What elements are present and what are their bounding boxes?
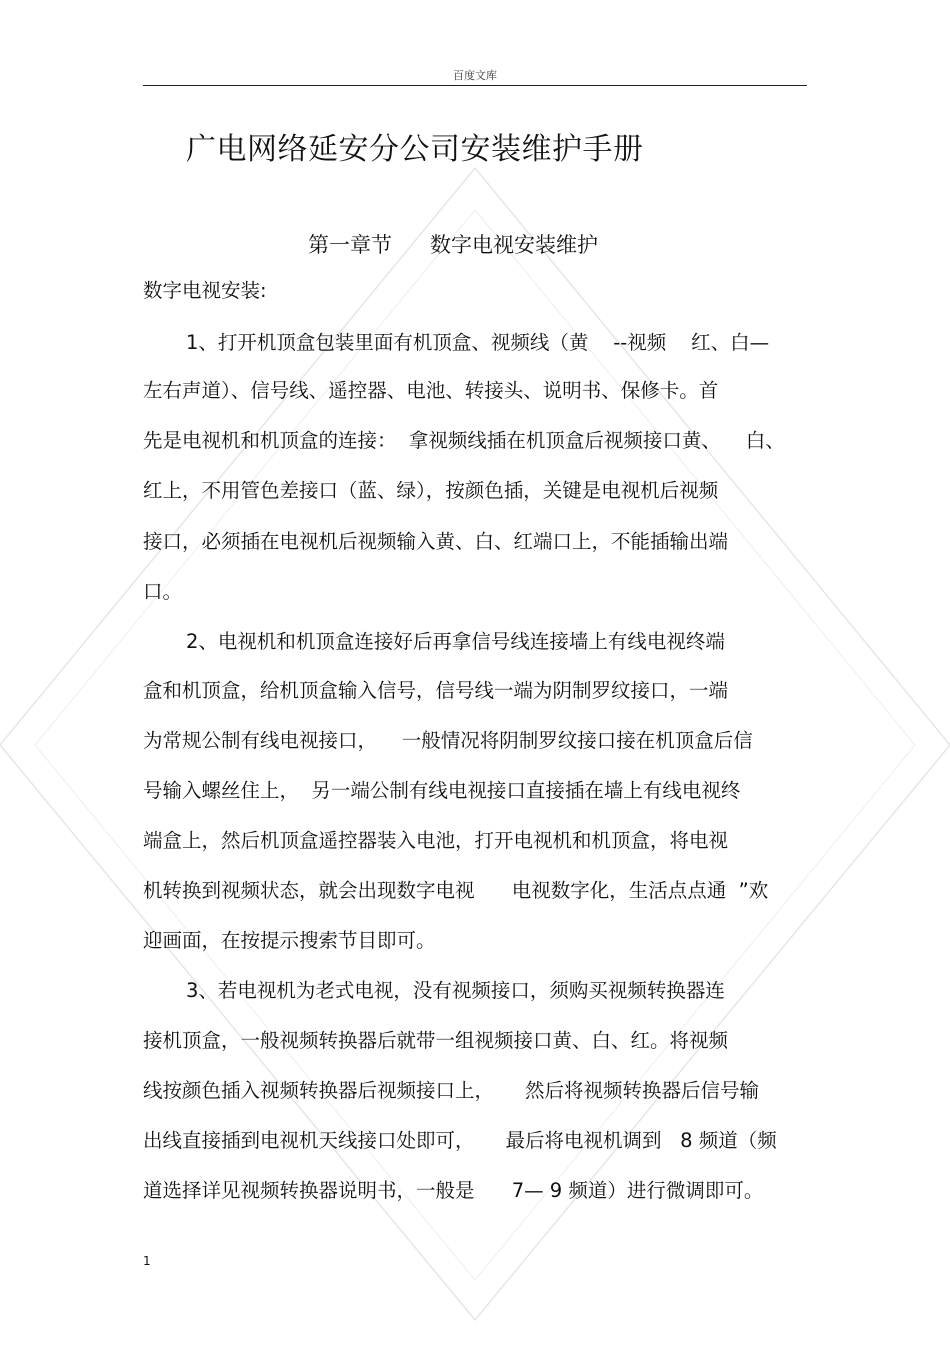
section-label: 数字电视安装: — [143, 279, 267, 302]
body-line: 2、电视机和机顶盒连接好后再拿信号线连接墙上有线电视终端 — [186, 630, 725, 653]
body-line: 左右声道）、信号线、遥控器、电池、转接头、说明书、保修卡。首 — [143, 379, 719, 402]
body-line: 3、若电视机为老式电视，没有视频接口，须购买视频转换器连 — [186, 979, 725, 1002]
body-line: 1、打开机顶盒包装里面有机顶盒、视频线（黄 --视频 红、白— — [186, 331, 770, 354]
body-line: 红上，不用管色差接口（蓝、绿），按颜色插，关键是电视机后视频 — [143, 479, 719, 502]
body-line: 道选择详见视频转换器说明书，一般是 7— 9 频道）进行微调即可。 — [143, 1179, 764, 1202]
body-line: 机转换到视频状态，就会出现数字电视 电视数字化，生活点点通 ”欢 — [143, 879, 769, 902]
body-line: 接机顶盒，一般视频转换器后就带一组视频接口黄、白、红。将视频 — [143, 1029, 729, 1052]
body-line: 口。 — [143, 580, 183, 603]
body-line: 盒和机顶盒，给机顶盒输入信号，信号线一端为阴制罗纹接口，一端 — [143, 679, 729, 702]
chapter-heading — [308, 229, 598, 259]
chapter-name: 数字电视安装维护 — [430, 233, 598, 257]
page-number: 1 — [143, 1254, 151, 1268]
body-line: 接口，必须插在电视机后视频输入黄、白、红端口上，不能插输出端 — [143, 530, 729, 553]
body-line: 端盒上，然后机顶盒遥控器装入电池，打开电视机和机顶盒，将电视 — [143, 829, 729, 852]
body-line: 出线直接插到电视机天线接口处即可， 最后将电视机调到 8 频道（频 — [143, 1129, 777, 1152]
header-rule — [143, 85, 807, 86]
body-line: 线按颜色插入视频转换器后视频接口上， 然后将视频转换器后信号输 — [143, 1079, 759, 1102]
body-line: 为常规公制有线电视接口， 一般情况将阴制罗纹接口接在机顶盒后信 — [143, 729, 753, 752]
chapter-number: 第一章节 — [308, 233, 392, 257]
header-text: 百度文库 — [453, 69, 497, 82]
body-line: 号输入螺丝住上， 另一端公制有线电视接口直接插在墙上有线电视终 — [143, 779, 741, 802]
document-title: 广电网络延安分公司安装维护手册 — [186, 132, 644, 167]
body-line: 先是电视机和机顶盒的连接： 拿视频线插在机顶盒后视频接口黄、 白、 — [143, 429, 785, 452]
body-line: 迎画面，在按提示搜索节目即可。 — [143, 929, 436, 952]
